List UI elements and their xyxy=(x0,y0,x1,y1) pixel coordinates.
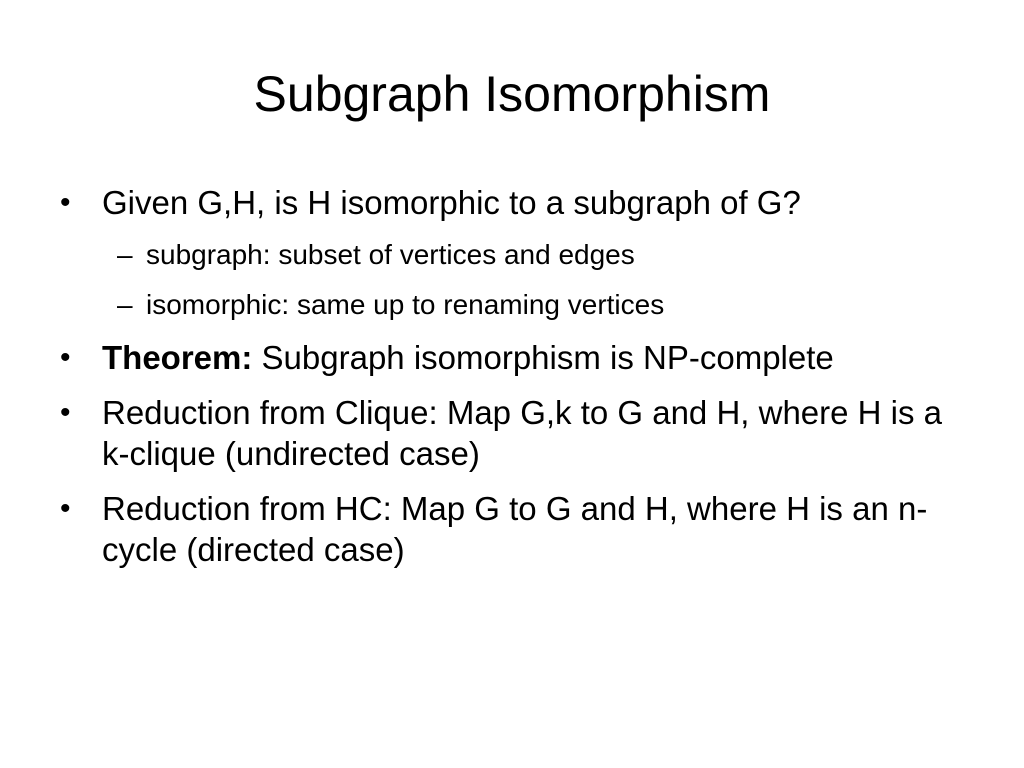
sub-bullet-text: subgraph: subset of vertices and edges xyxy=(146,239,635,270)
dash-marker: – xyxy=(117,289,133,320)
bullet-item xyxy=(60,337,960,378)
sub-bullet-item xyxy=(60,287,960,323)
bullet-item xyxy=(60,488,960,570)
bullet-item xyxy=(60,182,960,223)
bullet-bold-lead: Theorem: xyxy=(102,339,253,376)
slide-body xyxy=(60,182,960,584)
bullet-text: Subgraph isomorphism is NP-complete xyxy=(252,339,834,376)
bullet-item xyxy=(60,392,960,474)
bullet-marker: • xyxy=(60,396,71,429)
slide-title: Subgraph Isomorphism xyxy=(253,66,771,122)
bullet-text: Reduction from HC: Map G to G and H, where H is an n-cycle (directed case) xyxy=(102,490,928,568)
bullet-marker: • xyxy=(60,186,71,219)
sub-bullet-item xyxy=(60,237,960,273)
bullet-marker: • xyxy=(60,492,71,525)
bullet-text: Reduction from Clique: Map G,k to G and H, where H is a k-clique (undirected case) xyxy=(102,394,943,472)
sub-bullet-text: isomorphic: same up to renaming vertices xyxy=(146,289,665,320)
bullet-marker: • xyxy=(60,341,71,374)
sub-bullet-list xyxy=(60,237,960,323)
dash-marker: – xyxy=(117,239,133,270)
bullet-text: Given G,H, is H isomorphic to a subgraph of G? xyxy=(102,184,801,221)
